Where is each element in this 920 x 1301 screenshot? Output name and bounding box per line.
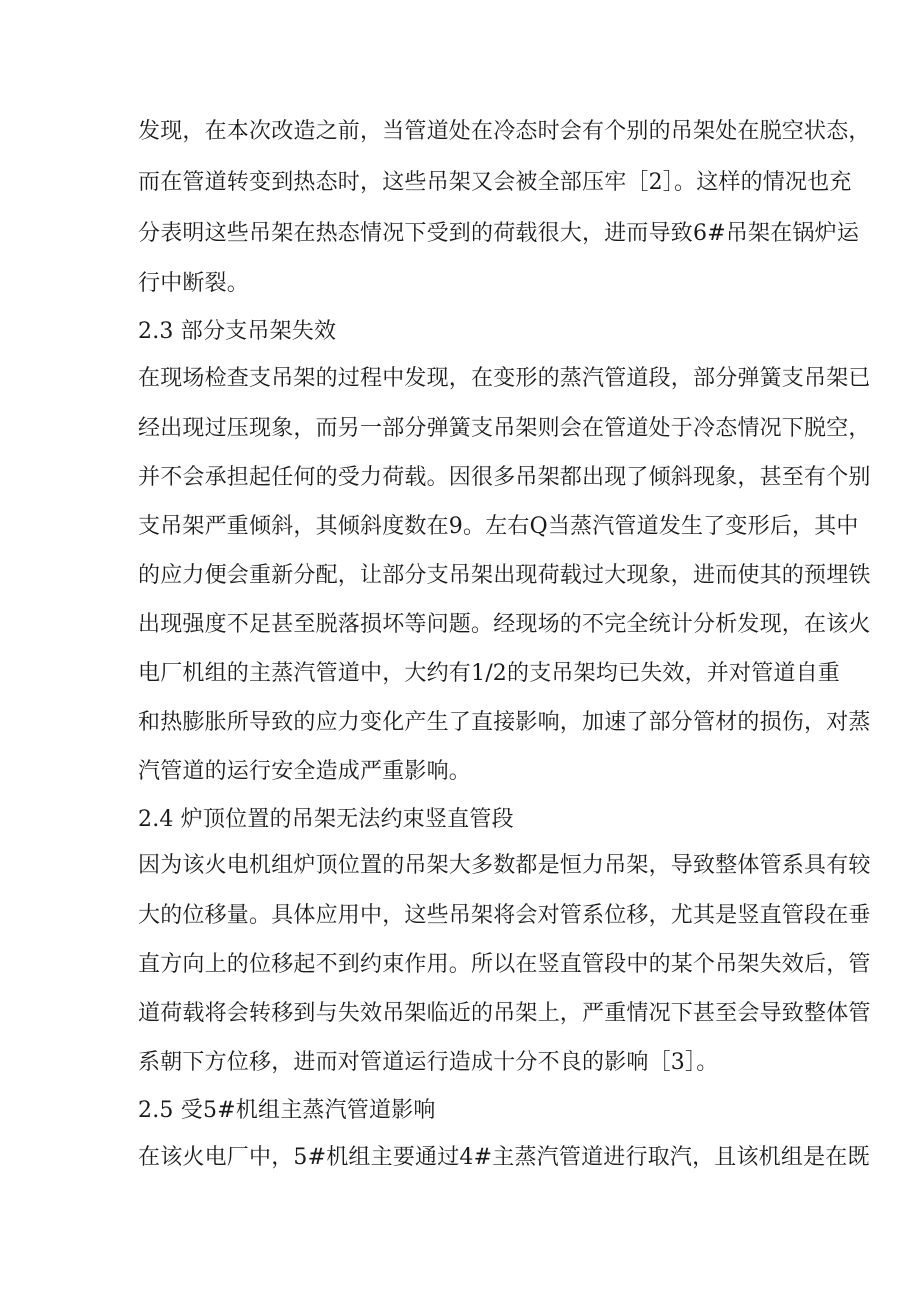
paragraph-line: 经出现过压现象，而另一部分弹簧支吊架则会在管道处于冷态情况下脱空， (138, 416, 871, 441)
paragraph-line: 因为该火电机组炉顶位置的吊架大多数都是恒力吊架，导致整体管系具有较 (138, 853, 871, 878)
paragraph-line: 道荷载将会转移到与失效吊架临近的吊架上，严重情况下甚至会导致整体管 (138, 1001, 871, 1026)
paragraph-line: 分表明这些吊架在热态情况下受到的荷载很大，进而导致6#吊架在锅炉运 (138, 221, 860, 246)
paragraph-line: 而在管道转变到热态时，这些吊架又会被全部压牢［2］。这样的情况也充 (138, 170, 852, 195)
section-heading: 2.4 炉顶位置的吊架无法约束竖直管段 (138, 807, 514, 832)
section-heading: 2.5 受5#机组主蒸汽管道影响 (138, 1098, 436, 1123)
paragraph-line: 直方向上的位移起不到约束作用。所以在竖直管段中的某个吊架失效后，管 (138, 952, 871, 977)
paragraph-line: 汽管道的运行安全造成严重影响。 (138, 759, 472, 784)
paragraph-line: 行中断裂。 (138, 271, 250, 296)
paragraph-line: 和热膨胀所导致的应力变化产生了直接影响，加速了部分管材的损伤，对蒸 (138, 710, 871, 735)
paragraph-line: 发现，在本次改造之前，当管道处在冷态时会有个别的吊架处在脱空状态， (138, 119, 871, 144)
paragraph-line: 在该火电厂中，5#机组主要通过4#主蒸汽管道进行取汽，且该机组是在既 (138, 1145, 870, 1170)
paragraph-line: 系朝下方位移，进而对管道运行造成十分不良的影响［3］。 (138, 1050, 719, 1075)
paragraph-line: 出现强度不足甚至脱落损坏等问题。经现场的不完全统计分析发现，在该火 (138, 612, 871, 637)
paragraph-line: 电厂机组的主蒸汽管道中，大约有1/2的支吊架均已失效，并对管道自重 (138, 661, 841, 686)
section-heading: 2.3 部分支吊架失效 (138, 319, 337, 344)
paragraph-line: 并不会承担起任何的受力荷载。因很多吊架都出现了倾斜现象，甚至有个别 (138, 465, 871, 490)
paragraph-line: 的应力便会重新分配，让部分支吊架出现荷载过大现象，进而使其的预埋铁 (138, 563, 871, 588)
paragraph-line: 在现场检查支吊架的过程中发现，在变形的蒸汽管道段，部分弹簧支吊架已 (138, 366, 871, 391)
paragraph-line: 支吊架严重倾斜，其倾斜度数在9。左右Q当蒸汽管道发生了变形后，其中 (138, 514, 859, 539)
paragraph-line: 大的位移量。具体应用中，这些吊架将会对管系位移，尤其是竖直管段在垂 (138, 903, 871, 928)
